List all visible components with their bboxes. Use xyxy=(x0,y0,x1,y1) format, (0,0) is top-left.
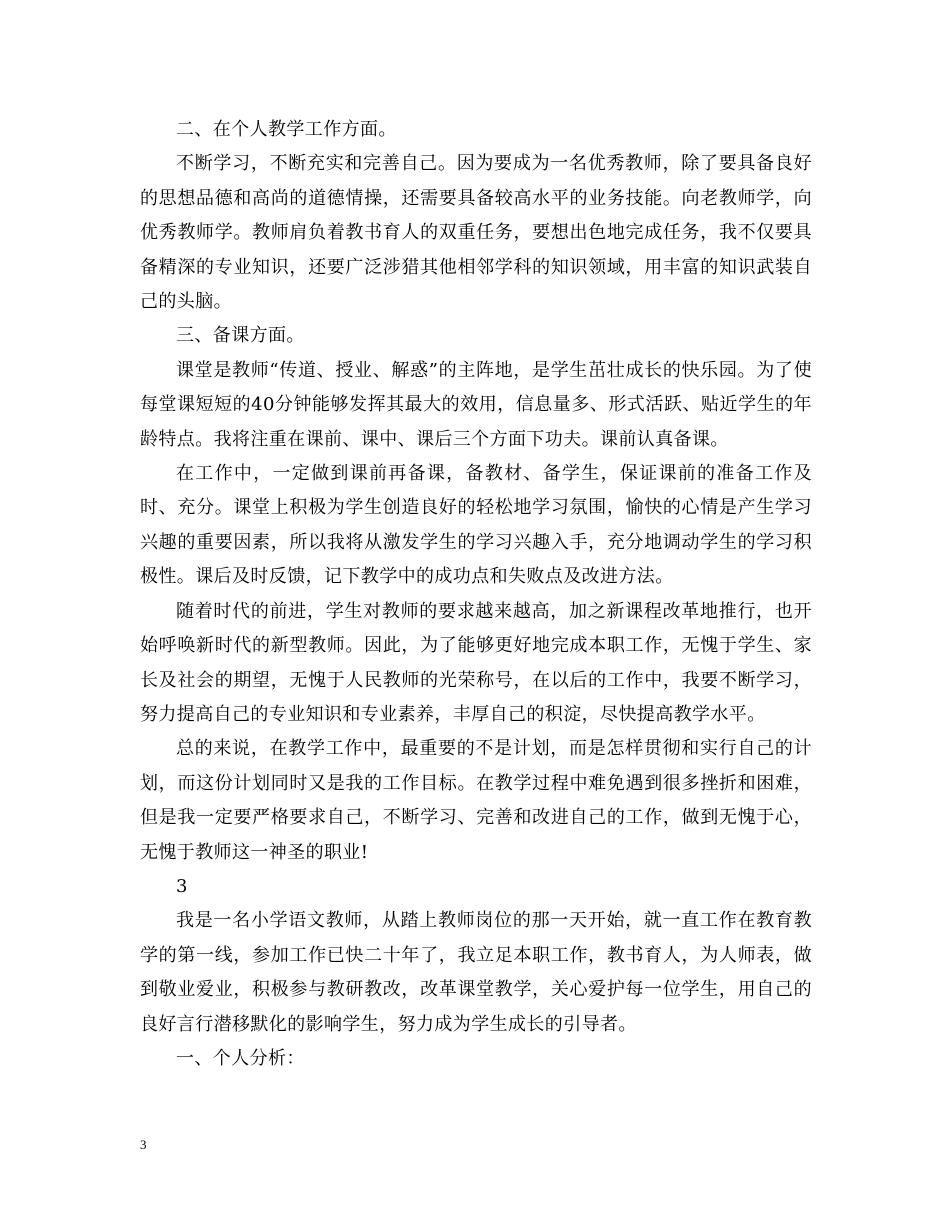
section-heading-lesson-prep: 三、备课方面。 xyxy=(176,325,305,347)
paragraph-intro: 我是一名小学语文教师，从踏上教师岗位的那一天开始，就一直工作在教育教学的第一线，参加工作已快二十年了，我立足本职工作，教书育人，为人师表，做到敬业爱业，积极参与教研教改，改革课堂教学，关心爱护每一位学生，用自己的良好言行潜移默化的影响学生，努力成为学生成长的引导者。 xyxy=(140,910,812,1035)
document-body xyxy=(140,113,812,1076)
section-heading-teaching: 二、在个人教学工作方面。 xyxy=(176,119,397,140)
paragraph-summary: 总的来说，在教学工作中，最重要的不是计划，而是怎样贯彻和实行自己的计划，而这份计划同时又是我的工作目标。在教学过程中难免遇到很多挫折和困难，但是我一定要严格要求自己，不断学习、完善和改进自己的工作，做到无愧于心，无愧于教师这一神圣的职业! xyxy=(140,738,812,863)
page-number: 3 xyxy=(140,1137,147,1152)
paragraph-work: 在工作中，一定做到课前再备课，备教材、备学生，保证课前的准备工作及时、充分。课堂上积极为学生创造良好的轻松地学习氛围，愉快的心情是产生学习兴趣的重要因素，所以我将从激发学生的学习兴趣入手，充分地调动学生的学习积极性。课后及时反馈，记下教学中的成功点和失败点及改进方法。 xyxy=(140,463,812,588)
section-number: 3 xyxy=(176,875,188,897)
paragraph-times: 随着时代的前进，学生对教师的要求越来越高，加之新课程改革地推行，也开始呼唤新时代的新型教师。因此，为了能够更好地完成本职工作，无愧于学生、家长及社会的期望，无愧于人民教师的光荣称号，在以后的工作中，我要不断学习，努力提高自己的专业知识和专业素养，丰厚自己的积淀，尽快提高教学水平。 xyxy=(140,600,812,725)
paragraph-learning: 不断学习，不断充实和完善自己。因为要成为一名优秀教师，除了要具备良好的思想品德和高尚的道德情操，还需要具备较高水平的业务技能。向老教师学，向优秀教师学。教师肩负着教书育人的双重任务，要想出色地完成任务，我不仅要具备精深的专业知识，还要广泛涉猎其他相邻学科的知识领域，用丰富的知识武装自己的头脑。 xyxy=(140,153,812,313)
section-heading-analysis: 一、个人分析： xyxy=(176,1047,305,1069)
paragraph-classroom: 课堂是教师“传道、授业、解惑”的主阵地，是学生茁壮成长的快乐园。为了使每堂课短短的40分钟能够发挥其最大的效用，信息量多、形式活跃、贴近学生的年龄特点。我将注重在课前、课中、课后三个方面下功夫。课前认真备课。 xyxy=(140,359,812,450)
